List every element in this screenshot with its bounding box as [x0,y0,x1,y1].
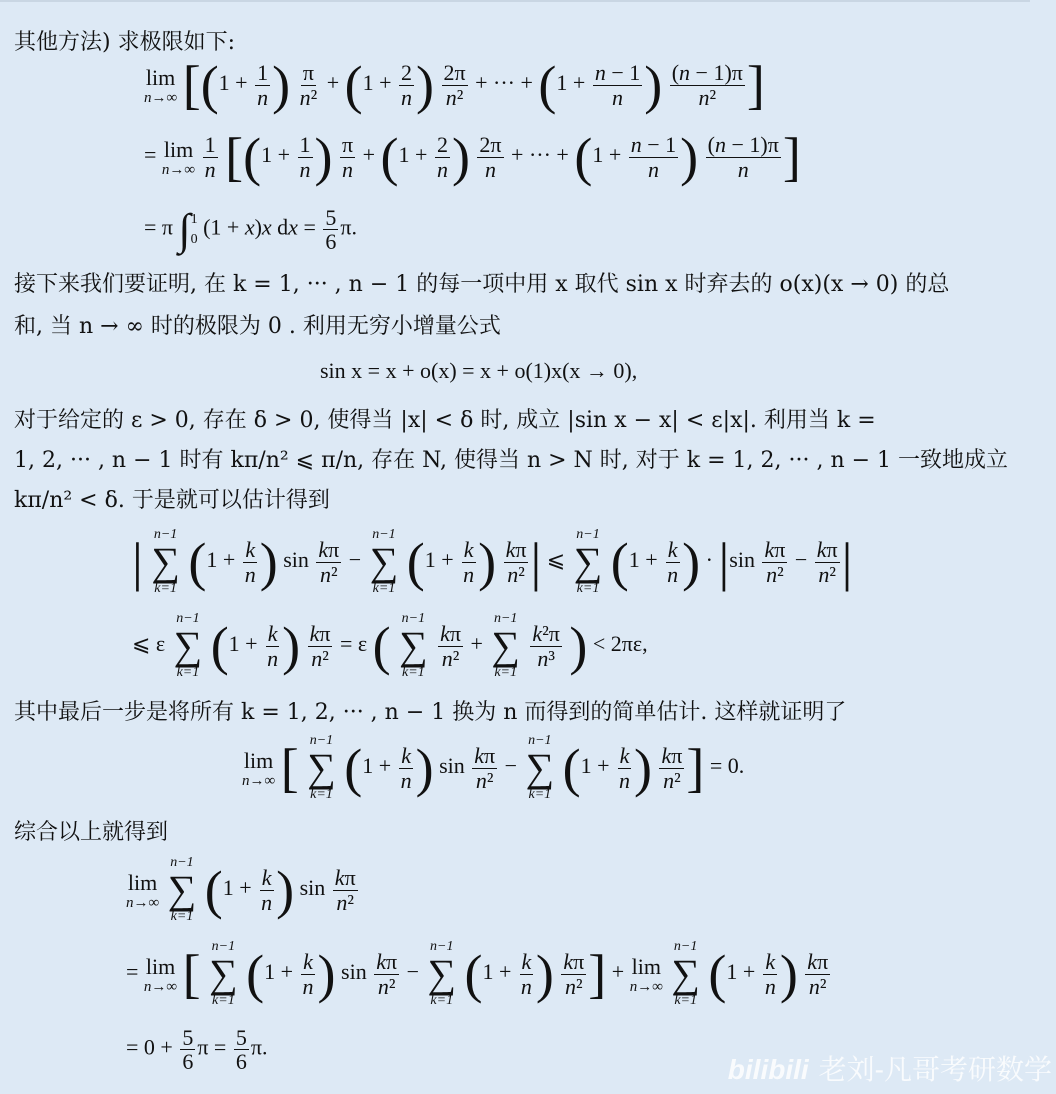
document-page [14,0,1034,1094]
text-line-4: 对于给定的 ε > 0, 存在 δ > 0, 使得当 |x| < δ 时, 成立 |sin x − x| < ε|x|. 利用当 k = [14,408,876,433]
text-line-5: 1, 2, ··· , n − 1 时有 kπ/n² ⩽ π/n, 存在 N, 使得当 n > N 时, 对于 k = 1, 2, ··· , n − 1 一致地成立 [14,448,1009,473]
formula-final-3: = 0 + $\frac{5}{6}$ π = $\frac{5}{6}$ π. [126,1025,268,1075]
formula-integral: = π ∫ 1 0 (1 + x)x dx = $\frac{5}{6}$ π. [144,204,357,254]
text-line-3: 和, 当 n → ∞ 时的极限为 0 . 利用无穷小增量公式 [14,314,501,339]
watermark [728,1048,1052,1088]
text-line-2: 接下来我们要证明, 在 k = 1, ··· , n − 1 的每一项中用 x 取代 sin x 时弃去的 o(x)(x → 0) 的总 [14,272,950,297]
formula-estimate-2: ⩽ ε n−1 ∑ k=1 (1 + $\frac{k}{n}$ ) $\frac{k\pi}{\text{n²}}$ = ε ( n−1 ∑ k=1 $\frac{k\pi}{\text{n²}}$ + n−1 ∑ k=1 $\frac{\text{k²π}}{\text{n³}}$ ) < 2πε, [132,611,648,680]
formula-sinx: sin x = x + o(x) = x + o(1)x(x → 0), [320,358,638,383]
formula-final-2: = lim n→∞ [ n−1 ∑ k=1 (1 + $\frac{k}{n}$ ) sin $\frac{k\pi}{\text{n²}}$ − n−1 ∑ k=1 (1 + $\frac{k}{n}$ ) $\frac{k\pi}{\text{n²}}$ ] + lim n→∞ n−1 ∑ k=1 (1 + $\frac{k}{n}$ ) $\frac{k\pi}{\text{n²}}$ [126,939,829,1008]
text-line-1: 其他方法) 求极限如下: [14,30,235,55]
formula-estimate-1: | n−1 ∑ k=1 (1 + $\frac{k}{n}$ ) sin $\frac{k\pi}{\text{n²}}$ − n−1 ∑ k=1 (1 + $\frac{k}{n}$ ) $\frac{k\pi}{\text{n²}}$ | ⩽ n−1 ∑ k=1 (1 + $\frac{k}{n}$ ) · |sin $\frac{k\pi}{\text{n²}}$ − $\frac{k\pi}{\text{n²}}$ | [132,527,853,596]
text-line-7: 其中最后一步是将所有 k = 1, 2, ··· , n − 1 换为 n 而得到的简单估计. 这样就证明了 [14,700,847,725]
formula-limit-zero: lim n→∞ [ n−1 ∑ k=1 (1 + $\frac{k}{n}$ ) sin $\frac{k\pi}{\text{n²}}$ − n−1 ∑ k=1 (1 + $\frac{k}{n}$ ) $\frac{k\pi}{\text{n²}}$ ] = 0. [242,733,745,802]
formula-final-1: lim n→∞ n−1 ∑ k=1 (1 + $\frac{k}{n}$ ) sin $\frac{k\pi}{\text{n²}}$ [126,855,356,924]
bilibili-logo: bilibili [727,1054,809,1085]
text-line-6: kπ/n² < δ. 于是就可以估计得到 [14,488,330,513]
text-line-8: 综合以上就得到 [14,820,169,845]
formula-limit-sum-1: lim n→∞ [(1 + $\frac{1}{n}$ ) $\frac{\pi}{\text{n²}}$ + (1 + $\frac{2}{n}$ ) $\frac{2\pi}{\text{n²}}$ + ··· + (1 + $\frac{n - 1}{n}$ ) $\frac{(n - 1)\pi}{\text{n²}}$ ] [144,55,765,115]
watermark-text: 老刘-凡哥考研数学 [818,1054,1052,1085]
formula-limit-sum-2: = lim n→∞ $\frac{1}{n}$ [(1 + $\frac{1}{n}$ ) $\frac{\pi}{n}$ + (1 + $\frac{2}{n}$ ) $\frac{2\pi}{n}$ + ··· + (1 + $\frac{n - 1}{n}$ ) $\frac{(n - 1)\pi}{n}$ ] [144,127,801,187]
